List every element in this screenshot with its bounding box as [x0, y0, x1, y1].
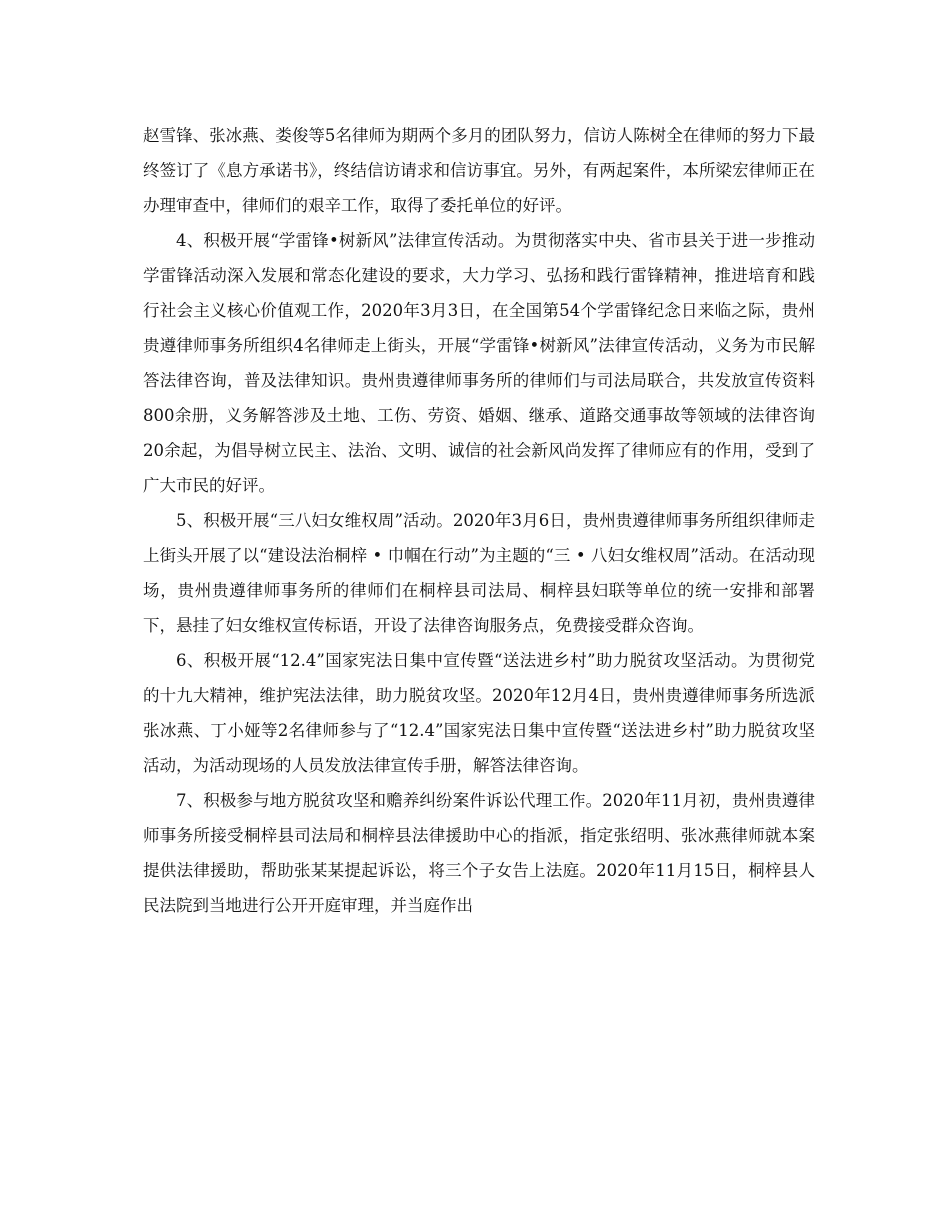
paragraph-item-7: 7、积极参与地方脱贫攻坚和赡养纠纷案件诉讼代理工作。2020年11月初，贵州贵遵律师事务所接受桐梓县司法局和桐梓县法律援助中心的指派，指定张绍明、张冰燕律师就本案提供法律援助，帮助张某某提起诉讼，将三个子女告上法庭。2020年11月15日，桐梓县人民法院到当地进行公开开庭审理，并当庭作出: [143, 791, 815, 915]
paragraph-continuation: 赵雪锋、张冰燕、娄俊等5名律师为期两个多月的团队努力，信访人陈树全在律师的努力下最终签订了《息方承诺书》，终结信访请求和信访事宜。另外，有两起案件，本所梁宏律师正在办理审查中，律师们的艰辛工作，取得了委托单位的好评。: [143, 126, 815, 215]
paragraph-item-6: 6、积极开展“12.4”国家宪法日集中宣传暨“送法进乡村”助力脱贫攻坚活动。为贯彻党的十九大精神，维护宪法法律，助力脱贫攻坚。2020年12月4日，贵州贵遵律师事务所选派张冰燕、丁小娅等2名律师参与了“12.4”国家宪法日集中宣传暨“送法进乡村”助力脱贫攻坚活动，为活动现场的人员发放法律宣传手册，解答法律咨询。: [143, 651, 815, 775]
paragraph-item-5: 5、积极开展“三八妇女维权周”活动。2020年3月6日，贵州贵遵律师事务所组织律师走上街头开展了以“建设法治桐梓 • 巾帼在行动”为主题的“三 • 八妇女维权周”活动。在活动现场，贵州贵遵律师事务所的律师们在桐梓县司法局、桐梓县妇联等单位的统一安排和部署下，悬挂了妇女维权宣传标语，开设了法律咨询服务点，免费接受群众咨询。: [143, 511, 815, 635]
document-body: [143, 118, 815, 923]
paragraph-item-4: 4、积极开展“学雷锋•树新风”法律宣传活动。为贯彻落实中央、省市县关于进一步推动学雷锋活动深入发展和常态化建设的要求，大力学习、弘扬和践行雷锋精神，推进培育和践行社会主义核心价值观工作，2020年3月3日，在全国第54个学雷锋纪念日来临之际，贵州贵遵律师事务所组织4名律师走上街头，开展“学雷锋•树新风”法律宣传活动，义务为市民解答法律咨询，普及法律知识。贵州贵遵律师事务所的律师们与司法局联合，共发放宣传资料800余册，义务解答涉及土地、工伤、劳资、婚姻、继承、道路交通事故等领域的法律咨询20余起，为倡导树立民主、法治、文明、诚信的社会新风尚发挥了律师应有的作用，受到了广大市民的好评。: [143, 231, 815, 495]
